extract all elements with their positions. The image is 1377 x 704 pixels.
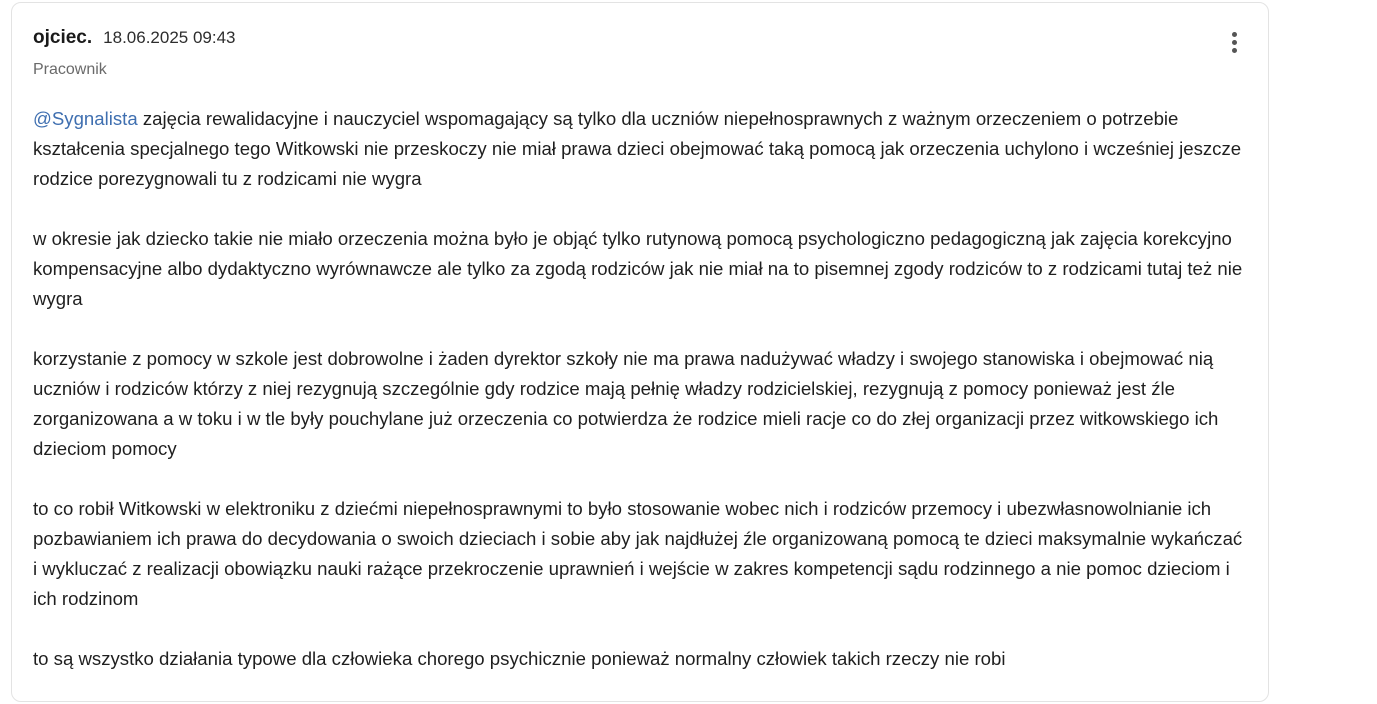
comment-timestamp: 18.06.2025 09:43 <box>103 28 236 47</box>
comment-paragraph: korzystanie z pomocy w szkole jest dobrowolne i żaden dyrektor szkoły nie ma prawa nadużywać władzy i swojego stanowiska i obejmować nią uczniów i rodziców którzy z niej rezygnują szczególnie gdy rodzice mają pełnię władzy rodzicielskiej, rezygnują z pomocy ponieważ jest źle zorganizowana a w toku i w tle były pouchylane już orzeczenia co potwierdza że rodzice mieli racje co do złej organizacji przez witkowskiego ich dzieciom pomocy <box>33 348 1219 459</box>
more-vertical-icon <box>1232 30 1237 54</box>
paragraph-text: zajęcia rewalidacyjne i nauczyciel wspomagający są tylko dla uczniów niepełnosprawnych z ważnym orzeczeniem o potrzebie kształcenia specjalnego tego Witkowski nie przeskoczy nie miał prawa dzieci obejmować taką pomocą jak orzeczenia uchylono i wcześniej jeszcze rodzice porezygnowali tu z rodzicami nie wygra <box>33 108 1242 189</box>
author-name[interactable]: ojciec. <box>33 27 93 48</box>
user-mention-link[interactable]: @Sygnalista <box>33 108 138 129</box>
comment-header <box>33 27 236 49</box>
comment-card <box>11 2 1269 702</box>
more-options-button[interactable] <box>1222 27 1246 57</box>
comment-paragraph <box>33 104 1248 194</box>
comment-paragraph: to są wszystko działania typowe dla człowieka chorego psychicznie ponieważ normalny człowiek takich rzeczy nie robi <box>33 648 1006 669</box>
comment-paragraph: to co robił Witkowski w elektroniku z dziećmi niepełnosprawnymi to było stosowanie wobec nich i rodziców przemocy i ubezwłasnowolnianie ich pozbawianiem ich prawa do decydowania o swoich dzieciach i sobie aby jak najdłużej źle organizowaną pomocą te dzieci maksymalnie wykańczać i wykluczać z realizacji obowiązku nauki rażące przekroczenie uprawnień i wejście w zakres kompetencji sądu rodzinnego a nie pomoc dzieciom i ich rodzinom <box>33 498 1243 609</box>
author-role: Pracownik <box>33 61 107 78</box>
comment-paragraph: w okresie jak dziecko takie nie miało orzeczenia można było je objąć tylko rutynową pomocą psychologiczno pedagogiczną jak zajęcia korekcyjno kompensacyjne albo dydaktyczno wyrównawcze ale tylko za zgodą rodziców jak nie miał na to pisemnej zgody rodziców to z rodzicami tutaj też nie wygra <box>33 228 1243 309</box>
comment-body <box>33 104 1248 704</box>
